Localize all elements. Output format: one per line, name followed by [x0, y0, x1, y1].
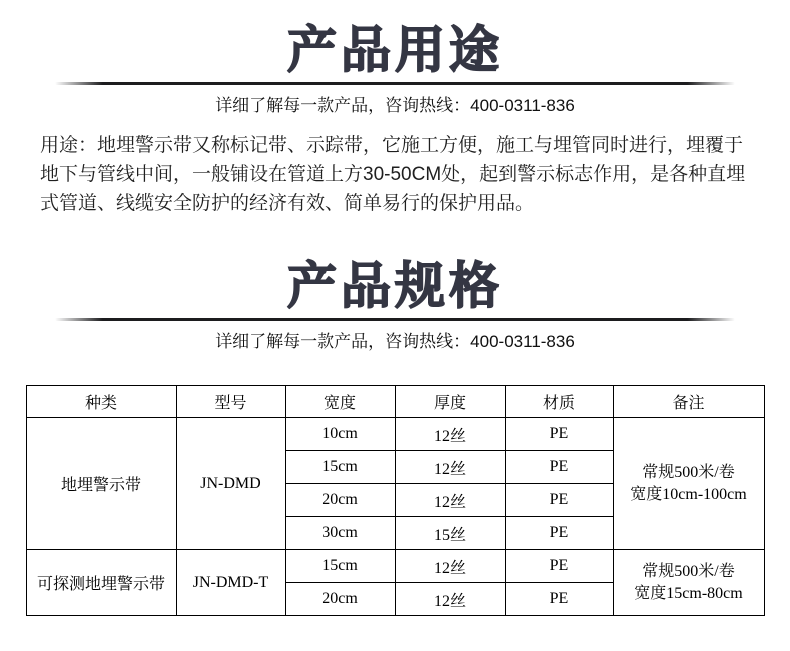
col-header-model: 型号	[176, 386, 285, 418]
spec-table	[26, 385, 765, 616]
material-cell: PE	[505, 517, 613, 550]
col-header-thickness: 厚度	[395, 386, 505, 418]
thickness-cell: 15丝	[395, 517, 505, 550]
width-cell: 10cm	[285, 418, 395, 451]
col-header-category: 种类	[26, 386, 176, 418]
thickness-cell: 12丝	[395, 583, 505, 616]
thickness-cell: 12丝	[395, 484, 505, 517]
hotline-text: 详细了解每一款产品，咨询热线：400-0311-836	[215, 96, 575, 115]
width-cell: 20cm	[285, 484, 395, 517]
divider-line	[55, 82, 735, 85]
note-line: 宽度10cm-100cm	[630, 485, 747, 503]
note-line: 常规500米/卷	[642, 562, 735, 580]
spec-section-title: 产品规格	[287, 258, 503, 314]
width-cell: 15cm	[285, 451, 395, 484]
table-row	[26, 418, 764, 451]
hotline-text: 详细了解每一款产品，咨询热线：400-0311-836	[215, 332, 575, 351]
note-line: 宽度15cm-80cm	[634, 584, 743, 602]
thickness-cell: 12丝	[395, 550, 505, 583]
col-header-material: 材质	[505, 386, 613, 418]
table-header-row	[26, 386, 764, 418]
category-cell: 地埋警示带	[26, 418, 176, 550]
note-line: 常规500米/卷	[642, 463, 735, 481]
divider-line	[55, 318, 735, 321]
model-cell: JN-DMD	[176, 418, 285, 550]
note-cell	[613, 418, 764, 550]
material-cell: PE	[505, 550, 613, 583]
material-cell: PE	[505, 583, 613, 616]
usage-section-title: 产品用途	[287, 22, 503, 78]
table-row	[26, 550, 764, 583]
material-cell: PE	[505, 484, 613, 517]
category-cell: 可探测地埋警示带	[26, 550, 176, 616]
material-cell: PE	[505, 418, 613, 451]
width-cell: 15cm	[285, 550, 395, 583]
model-cell: JN-DMD-T	[176, 550, 285, 616]
spec-section	[0, 218, 790, 616]
thickness-cell: 12丝	[395, 418, 505, 451]
note-cell	[613, 550, 764, 616]
material-cell: PE	[505, 451, 613, 484]
col-header-note: 备注	[613, 386, 764, 418]
usage-paragraph: 用途：地埋警示带又称标记带、示踪带，它施工方便，施工与埋管同时进行，埋覆于地下与管线中间，一般铺设在管道上方30-50CM处，起到警示标志作用，是各种直埋式管道、线缆安全防护的经济有效、简单易行的保护用品。	[40, 135, 746, 214]
usage-section	[0, 0, 790, 218]
col-header-width: 宽度	[285, 386, 395, 418]
width-cell: 30cm	[285, 517, 395, 550]
thickness-cell: 12丝	[395, 451, 505, 484]
width-cell: 20cm	[285, 583, 395, 616]
